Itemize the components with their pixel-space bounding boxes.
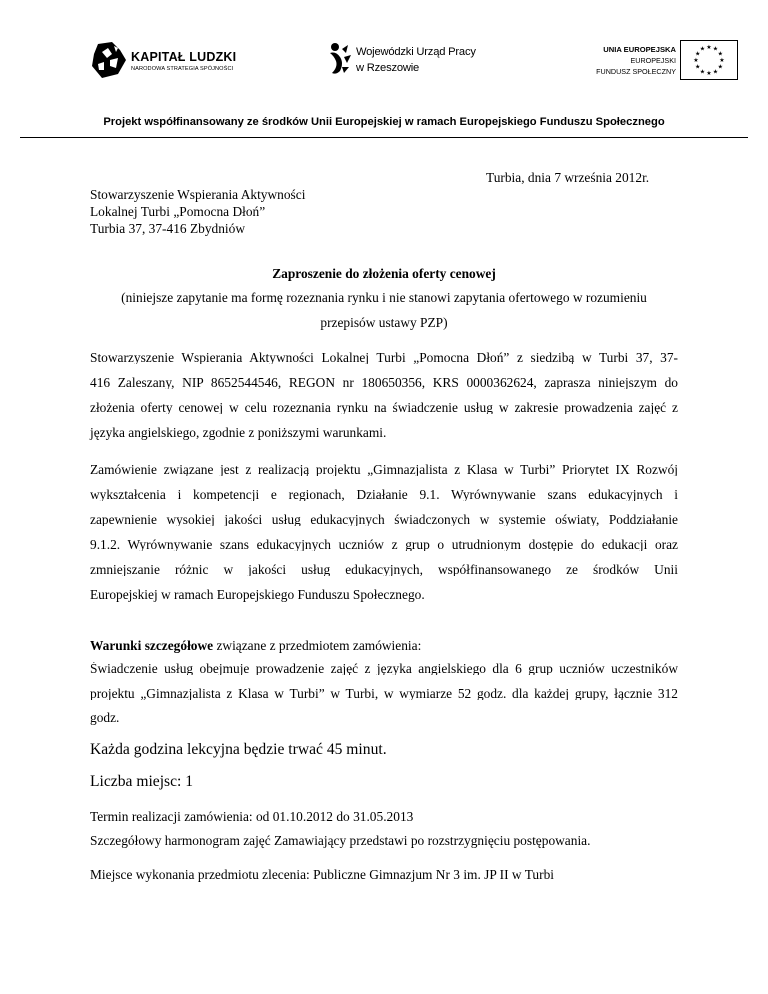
- kapital-ludzki-logo: [90, 40, 250, 82]
- wup-logo: [326, 39, 476, 81]
- svg-text:★: ★: [699, 68, 706, 76]
- kapital-ludzki-subtitle: NARODOWA STRATEGIA SPÓJNOŚCI: [131, 66, 234, 72]
- paragraph-line: Świadczenie usług obejmuje prowadzenie zajęć z języka angielskiego dla 6 grup uczniów uczestników: [90, 662, 678, 676]
- svg-text:★: ★: [693, 57, 699, 64]
- letter-date: Turbia, dnia 7 września 2012r.: [486, 170, 650, 185]
- letter-subtitle-line: przepisów ustawy PZP): [320, 315, 448, 330]
- wup-name-line1: Wojewódzki Urząd Pracy: [356, 46, 476, 58]
- wup-name-line2: w Rzeszowie: [356, 62, 420, 74]
- eu-flag-icon: [680, 40, 738, 80]
- svg-text:★: ★: [699, 45, 706, 53]
- paragraph-line: Stowarzyszenie Wspierania Aktywności Lokalnej Turbi „Pomocna Dłoń” z siedzibą w Turbi 37, 37-: [90, 351, 678, 365]
- svg-text:★: ★: [712, 45, 719, 53]
- paragraph-line: zmniejszanie różnic w jakości usług edukacyjnych, współfinansowanego ze środków Unii: [90, 563, 678, 577]
- paragraph-line: 416 Zaleszany, NIP 8652544546, REGON nr 180650356, KRS 0000362624, zaprasza niniejszym do: [90, 376, 678, 390]
- svg-text:★: ★: [712, 68, 719, 76]
- seats-count: Liczba miejsc: 1: [90, 773, 194, 790]
- svg-text:★: ★: [695, 63, 701, 71]
- wup-emblem-icon: [326, 41, 352, 77]
- kapital-ludzki-emblem-icon: [90, 40, 128, 80]
- conditions-heading: [90, 639, 421, 652]
- header-divider: [20, 137, 748, 138]
- paragraph-line: projektu „Gimnazjalista z Klasa w Turbi” w Turbi, w wymiarze 52 godz. dla każdej grupy, łącznie 312: [90, 687, 678, 701]
- eu-logo-line3: FUNDUSZ SPOŁECZNY: [596, 67, 676, 76]
- svg-text:★: ★: [717, 50, 723, 58]
- svg-text:★: ★: [719, 57, 725, 64]
- kapital-ludzki-title: KAPITAŁ LUDZKI: [131, 50, 237, 64]
- paragraph-line: języka angielskiego, zgodnie z poniższymi warunkami.: [90, 425, 387, 440]
- svg-text:★: ★: [706, 44, 712, 51]
- paragraph-line: Zamówienie związane jest z realizacją projektu „Gimnazjalista z Klasa w Turbi” Priorytet IX Rozwój: [90, 463, 678, 477]
- svg-text:★: ★: [717, 63, 723, 71]
- paragraph-line: godz.: [90, 710, 120, 725]
- letter-subtitle-line: (niniejsze zapytanie ma formę rozeznania rynku i nie stanowi zapytania ofertowego w rozumieniu: [121, 290, 647, 305]
- eu-logo-text: [596, 44, 676, 77]
- realization-term: Termin realizacji zamówienia: od 01.10.2012 do 31.05.2013: [90, 809, 414, 824]
- paragraph-line: Europejskiej w ramach Europejskiego Funduszu Społecznego.: [90, 587, 425, 602]
- sender-line: Turbia 37, 37-416 Zbydniów: [90, 221, 245, 236]
- conditions-heading-bold: Warunki szczegółowe: [90, 638, 214, 653]
- project-cofinancing-line: Projekt współfinansowany ze środków Unii Europejskiej w ramach Europejskiego Funduszu Społecznego: [103, 116, 665, 128]
- paragraph-line: 9.1.2. Wyrównywanie szans edukacyjnych uczniów z grup o utrudnionym dostępie do edukacji oraz: [90, 538, 678, 552]
- eu-logo-line2: EUROPEJSKI: [630, 56, 676, 65]
- sender-line: Lokalnej Turbi „Pomocna Dłoń”: [90, 204, 266, 219]
- paragraph-line: wykształcenia i kompetencji e regionach, Działanie 9.1. Wyrównywanie szans edukacyjnych i: [90, 488, 678, 502]
- conditions-heading-rest: związane z przedmiotem zamówienia:: [213, 638, 422, 653]
- sender-line: Stowarzyszenie Wspierania Aktywności: [90, 187, 306, 202]
- paragraph-line: złożenia oferty cenowej w celu rozeznania rynku na świadczenie usług w zakresie prowadzenia zajęć z: [90, 401, 678, 415]
- paragraph-line: zapewnienie wysokiej jakości usług edukacyjnych świadczonych w systemie oświaty, Poddziałanie: [90, 513, 678, 527]
- schedule-note: Szczegółowy harmonogram zajęć Zamawiający przedstawi po rozstrzygnięciu postępowania.: [90, 833, 591, 848]
- eu-logo-line1: UNIA EUROPEJSKA: [603, 45, 676, 54]
- hour-length: Każda godzina lekcyjna będzie trwać 45 minut.: [90, 741, 387, 758]
- svg-text:★: ★: [695, 50, 701, 58]
- svg-text:★: ★: [706, 70, 712, 77]
- letter-title: Zaproszenie do złożenia oferty cenowej: [272, 266, 496, 281]
- eu-logo: [578, 40, 738, 84]
- execution-place: Miejsce wykonania przedmiotu zlecenia: Publiczne Gimnazjum Nr 3 im. JP II w Turbi: [90, 867, 554, 882]
